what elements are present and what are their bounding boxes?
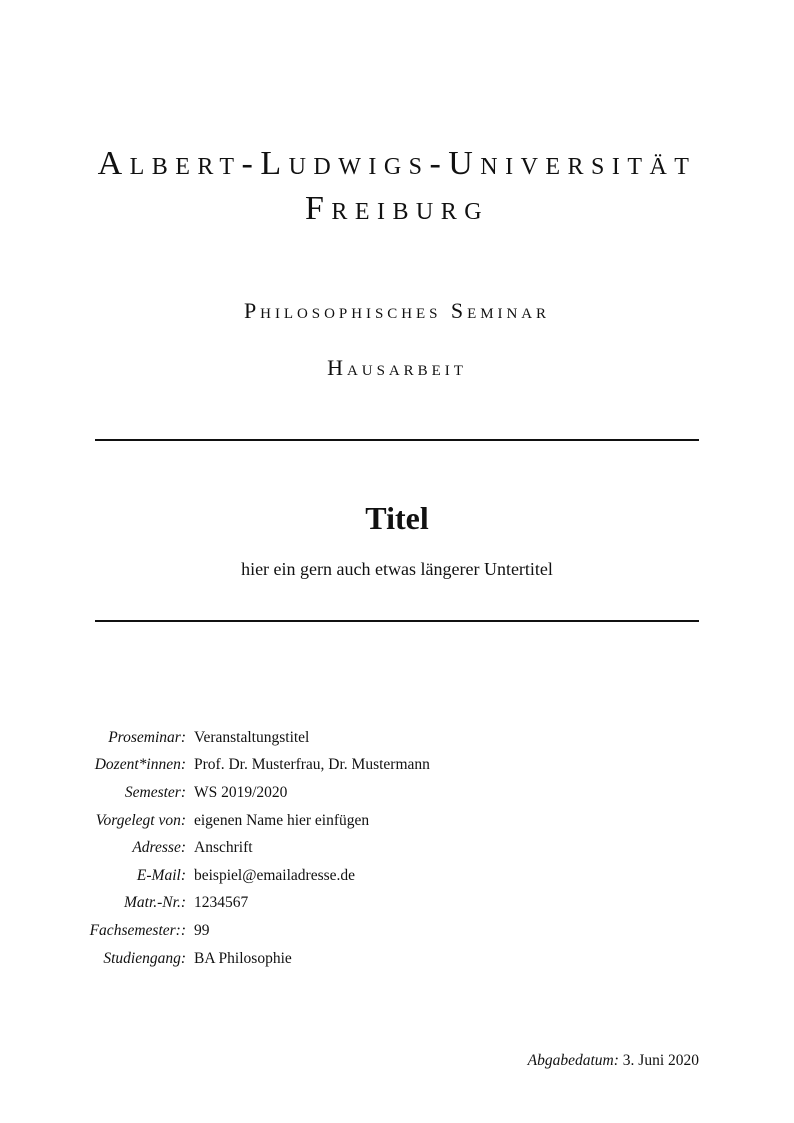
info-value: Veranstaltungstitel bbox=[194, 728, 310, 746]
info-value: 1234567 bbox=[194, 894, 249, 912]
bottom-rule bbox=[95, 620, 699, 622]
info-value: eigenen Name hier einfügen bbox=[194, 811, 370, 829]
submission-date-value: 3. Juni 2020 bbox=[622, 1052, 699, 1069]
info-label: Vorgelegt von: bbox=[95, 811, 186, 829]
info-row bbox=[80, 752, 430, 780]
university-name-line1: Albert-Ludwigs-Universität bbox=[97, 145, 697, 182]
info-label: Studiengang: bbox=[103, 949, 186, 967]
document-type: Hausarbeit bbox=[327, 355, 467, 380]
info-label: E-Mail: bbox=[136, 866, 186, 884]
info-table bbox=[80, 724, 430, 972]
submission-date-label: Abgabedatum: bbox=[527, 1052, 619, 1069]
info-row bbox=[80, 724, 430, 752]
department-name: Philosophisches Seminar bbox=[243, 298, 551, 323]
info-label: Matr.-Nr.: bbox=[123, 894, 186, 912]
info-row bbox=[80, 917, 430, 945]
top-rule bbox=[95, 439, 699, 441]
submission-date bbox=[528, 1052, 699, 1070]
info-label: Proseminar: bbox=[108, 728, 186, 746]
info-label: Semester: bbox=[124, 783, 186, 801]
info-value: WS 2019/2020 bbox=[194, 783, 288, 801]
info-value: 99 bbox=[194, 921, 210, 939]
page-title: Titel bbox=[365, 500, 429, 536]
info-label: Fachsemester:: bbox=[89, 921, 186, 939]
info-row bbox=[80, 890, 430, 918]
info-value: beispiel@emailadresse.de bbox=[194, 866, 356, 884]
info-label: Adresse: bbox=[132, 839, 186, 857]
info-value: Prof. Dr. Musterfrau, Dr. Mustermann bbox=[194, 756, 430, 774]
info-row bbox=[80, 834, 430, 862]
info-value: BA Philosophie bbox=[194, 949, 292, 967]
info-row bbox=[80, 862, 430, 890]
info-row bbox=[80, 807, 430, 835]
info-row bbox=[80, 779, 430, 807]
info-label: Dozent*innen: bbox=[94, 756, 186, 774]
university-name-line2: Freiburg bbox=[304, 190, 490, 227]
info-row bbox=[80, 945, 430, 973]
info-value: Anschrift bbox=[194, 839, 253, 857]
page-subtitle: hier ein gern auch etwas längerer Untertitel bbox=[241, 559, 553, 579]
